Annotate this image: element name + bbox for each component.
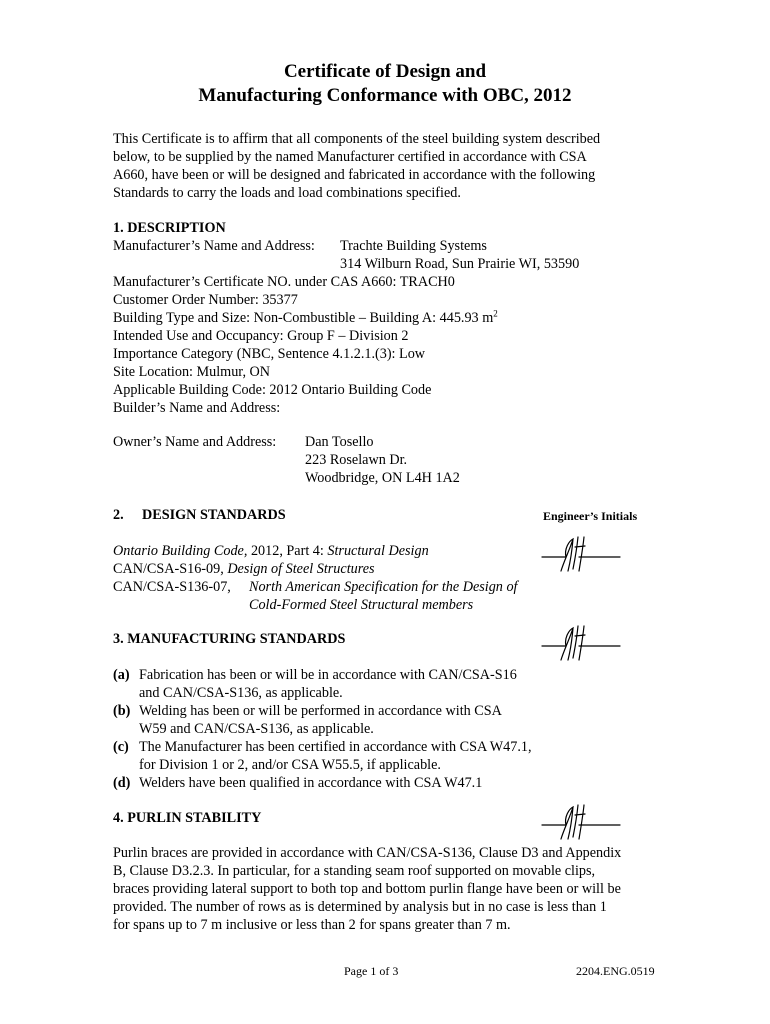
standard-s136-title-2: Cold-Formed Steel Structural members xyxy=(249,597,474,613)
manufacturer-name: Trachte Building Systems xyxy=(340,238,487,254)
standard-s136: CAN/CSA-S136-07, xyxy=(113,579,231,595)
manufacturer-address: 314 Wilburn Road, Sun Prairie WI, 53590 xyxy=(340,256,580,272)
document-id: 2204.ENG.0519 xyxy=(576,964,655,978)
site-location: Site Location: Mulmur, ON xyxy=(113,364,271,380)
manufacturer-label: Manufacturer’s Name and Address: xyxy=(113,238,315,254)
item-d-label: (d) xyxy=(113,775,131,791)
intended-use: Intended Use and Occupancy: Group F – Division 2 xyxy=(113,328,409,344)
purlin-line-2: B, Clause D3.2.3. In particular, for a standing seam roof supported on movable clips, xyxy=(113,863,596,879)
owner-city: Woodbridge, ON L4H 1A2 xyxy=(305,470,460,486)
owner-label: Owner’s Name and Address: xyxy=(113,434,277,450)
item-a-line-1: Fabrication has been or will be in accordance with CAN/CSA-S16 xyxy=(139,667,517,683)
builder-label: Builder’s Name and Address: xyxy=(113,400,281,416)
intro-line-2: below, to be supplied by the named Manufacturer certified in accordance with CSA xyxy=(113,149,587,165)
engineer-initials-signature-2 xyxy=(540,622,622,664)
item-a-label: (a) xyxy=(113,667,130,683)
item-d-line-1: Welders have been qualified in accordance with CSA W47.1 xyxy=(139,775,483,791)
item-c-line-1: The Manufacturer has been certified in accordance with CSA W47.1, xyxy=(139,739,532,755)
area-superscript: 2 xyxy=(493,308,498,319)
engineer-initials-signature-3 xyxy=(540,801,622,843)
building-type: Building Type and Size: Non-Combustible – Building A: 445.93 $m^2$ xyxy=(113,308,498,326)
section-4-heading: 4. PURLIN STABILITY xyxy=(113,810,262,826)
item-a-line-2: and CAN/CSA-S136, as applicable. xyxy=(139,685,343,701)
purlin-line-1: Purlin braces are provided in accordance with CAN/CSA-S136, Clause D3 and Appendix xyxy=(113,845,622,861)
purlin-line-5: for spans up to 7 m inclusive or less than 2 for spans greater than 7 m. xyxy=(113,917,511,933)
intro-line-3: A660, have been or will be designed and fabricated in accordance with the following xyxy=(113,167,596,183)
section-1-heading: 1. DESCRIPTION xyxy=(113,220,226,236)
importance-category: Importance Category (NBC, Sentence 4.1.2.1.(3): Low xyxy=(113,346,426,362)
section-2-number: 2. xyxy=(113,507,124,523)
page-number: Page 1 of 3 xyxy=(344,964,399,978)
intro-line-1: This Certificate is to affirm that all components of the steel building system described xyxy=(113,131,601,147)
item-b-line-2: W59 and CAN/CSA-S136, as applicable. xyxy=(139,721,374,737)
section-2-heading: DESIGN STANDARDS xyxy=(142,507,286,523)
item-b-label: (b) xyxy=(113,703,131,719)
purlin-line-4: provided. The number of rows as is determined by analysis but in no case is less than 1 xyxy=(113,899,607,915)
title-line-1: Certificate of Design and xyxy=(283,61,487,82)
engineer-initials-label: Engineer’s Initials xyxy=(543,509,638,523)
owner-name: Dan Tosello xyxy=(305,434,374,450)
owner-street: 223 Roselawn Dr. xyxy=(305,452,408,468)
title-line-2: Manufacturing Conformance with OBC, 2012 xyxy=(198,85,572,106)
manufacturer-certificate: Manufacturer’s Certificate NO. under CAS A660: TRACH0 xyxy=(113,274,455,290)
intro-line-4: Standards to carry the loads and load combinations specified. xyxy=(113,185,461,201)
standard-s136-title-1: North American Specification for the Design of xyxy=(249,579,518,595)
purlin-line-3: braces providing lateral support to both top and bottom purlin flange have been or will be xyxy=(113,881,621,897)
item-c-line-2: for Division 1 or 2, and/or CSA W55.5, if applicable. xyxy=(139,757,441,773)
item-b-line-1: Welding has been or will be performed in accordance with CSA xyxy=(139,703,502,719)
customer-order-number: Customer Order Number: 35377 xyxy=(113,292,298,308)
engineer-initials-signature-1 xyxy=(540,533,622,575)
standard-s16: CAN/CSA-S16-09, Design of Steel Structures xyxy=(113,561,375,577)
section-3-heading: 3. MANUFACTURING STANDARDS xyxy=(113,631,346,647)
applicable-code: Applicable Building Code: 2012 Ontario Building Code xyxy=(113,382,432,398)
item-c-label: (c) xyxy=(113,739,129,755)
standard-obc: Ontario Building Code, 2012, Part 4: Structural Design xyxy=(113,543,429,559)
